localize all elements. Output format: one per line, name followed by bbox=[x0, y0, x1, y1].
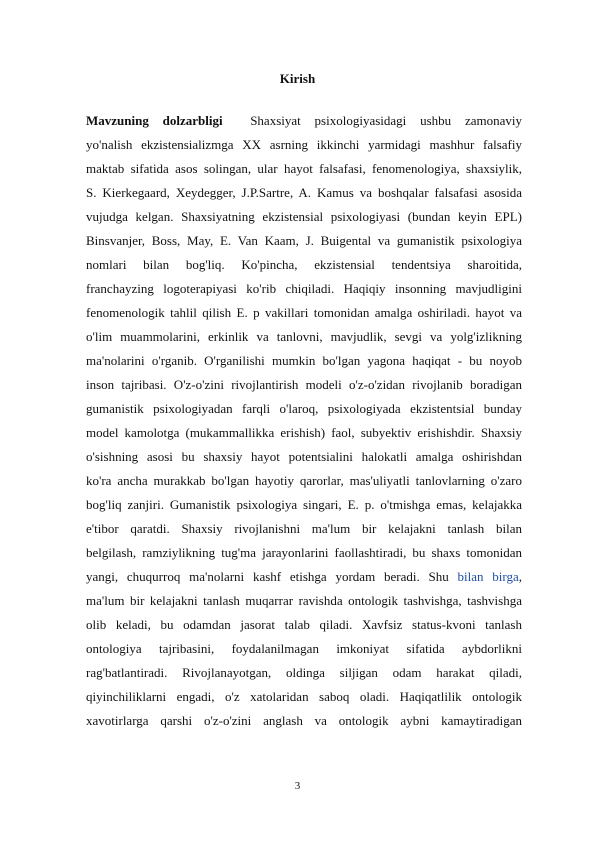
text-line: o'lim muammolarini, erkinlik va tanlovni, mavjudlik, sevgi va yolg'izlikning bbox=[86, 329, 522, 344]
text-line: yangi, chuqurroq ma'nolarni kashf etishga yordam beradi. Shu bilan birga, bbox=[86, 569, 522, 584]
text-line: gumanistik psixologiyadan farqli o'laroq, psixologiyada ekzistentsial bunday bbox=[86, 401, 522, 416]
lead-term: Mavzuning dolzarbligi bbox=[86, 113, 223, 128]
text-line: ma'lum bir kelajakni tanlash muqarrar ravishda ontologik tashvishga, tashvishga bbox=[86, 593, 522, 608]
page-title: Kirish bbox=[279, 71, 316, 86]
body-text bbox=[86, 109, 522, 733]
text-line: o'sishning asosi bu shaxsiy hayot potentsialini halokatli amalga oshirishdan bbox=[86, 449, 522, 464]
text-line: Mavzuning dolzarbligi Shaxsiyat psixologiyasidagi ushbu zamonaviy bbox=[86, 113, 522, 128]
page-number: 3 bbox=[294, 780, 301, 792]
text-line: qiyinchiliklarni engadi, o'z xatolaridan saboq oladi. Haqiqatlilik ontologik bbox=[86, 689, 522, 704]
text-line: bog'liq zanjiri. Gumanistik psixologiya singari, E. p. o'tmishga emas, kelajakka bbox=[86, 497, 522, 512]
text-line: vujudga kelgan. Shaxsiyatning ekzistensial psixologiyasi (bundan keyin EPL) bbox=[86, 209, 522, 224]
inline-link[interactable]: bilan birga bbox=[457, 569, 519, 584]
text-line: ko'ra ancha murakkab bo'lgan hayotiy qarorlar, mas'uliyatli tanlovlarning o'zaro bbox=[86, 473, 522, 488]
text-line: ma'nolarini o'rganib. O'rganilishi mumkin bo'lgan yagona haqiqat - bu noyob bbox=[86, 353, 522, 368]
text-line: xavotirlarga qarshi o'z-o'zini anglash va ontologik aybni kamaytiradigan bbox=[86, 713, 522, 728]
text-line: olib keladi, bu odamdan jasorat talab qiladi. Xavfsiz status-kvoni tanlash bbox=[86, 617, 522, 632]
text-line: yo'nalish ekzistensializmga XX asrning ikkinchi yarmidagi mashhur falsafiy bbox=[86, 137, 522, 152]
text-line: rag'batlantiradi. Rivojlanayotgan, oldinga siljigan odam harakat qiladi, bbox=[86, 665, 522, 680]
text-line: maktab sifatida asos solingan, ular hayot falsafasi, fenomenologiya, shaxsiylik, bbox=[86, 161, 522, 176]
text-line: nomlari bilan bog'liq. Ko'pincha, ekzistensial tendentsiya sharoitida, bbox=[86, 257, 522, 272]
text-line: e'tibor qaratdi. Shaxsiy rivojlanishni ma'lum bir kelajakni tanlash bilan bbox=[86, 521, 522, 536]
text-line: S. Kierkegaard, Xeydegger, J.P.Sartre, A. Kamus va boshqalar falsafasi asosida bbox=[86, 185, 522, 200]
text-line: inson tajribasi. O'z-o'zini rivojlantirish modeli o'z-o'zidan rivojlanib boradigan bbox=[86, 377, 522, 392]
text-line: franchayzing logoterapiyasi ko'rib chiqiladi. Haqiqiy insonning mavjudligini bbox=[86, 281, 522, 296]
text-line: belgilash, ramziylikning tug'ma jarayonlarini faollashtiradi, bu shaxs tomonidan bbox=[86, 545, 522, 560]
text-line: model kamolotga (mukammallikka erishish) faol, subyektiv erishishdir. Shaxsiy bbox=[86, 425, 522, 440]
text-line: Binsvanjer, Boss, May, E. Van Kaam, J. Buigental va gumanistik psixologiya bbox=[86, 233, 522, 248]
text-line: fenomenologik tahlil qilish E. p vakillari tomonidan amalga oshiriladi. hayot va bbox=[86, 305, 522, 320]
text-line: ontologiya tajribasini, foydalanilmagan imkoniyat sifatida aybdorlikni bbox=[86, 641, 522, 656]
